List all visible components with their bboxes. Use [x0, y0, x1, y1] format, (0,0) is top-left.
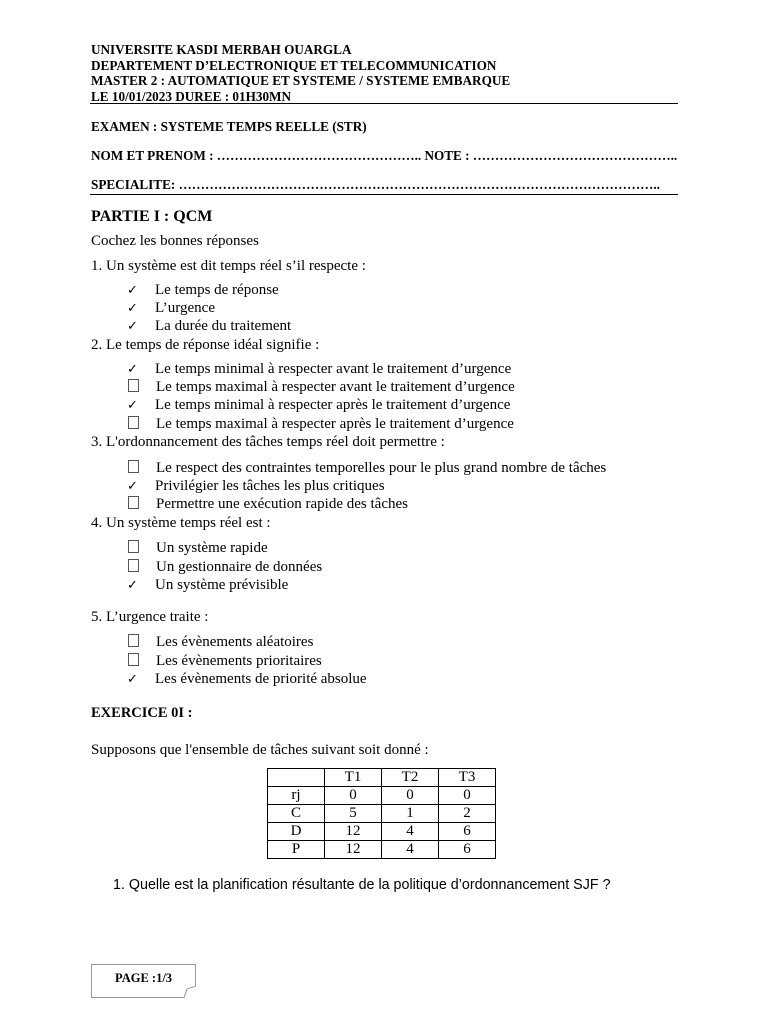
check-icon: ✓ [127, 479, 138, 494]
option-label: Un gestionnaire de données [156, 559, 323, 575]
table-row [268, 787, 496, 805]
table-cell: D [268, 823, 325, 841]
table-cell: 0 [439, 787, 496, 805]
table-cell: C [268, 805, 325, 823]
option-label: Le temps maximal à respecter après le traitement d’urgence [156, 416, 514, 432]
q4-option-3 [127, 577, 288, 594]
q1-option-1 [127, 282, 279, 299]
option-label: Un système prévisible [155, 577, 289, 593]
partie1-title: PARTIE I : QCM [91, 208, 213, 225]
question-4: 4. Un système temps réel est : [91, 515, 271, 531]
q5-option-3 [127, 671, 367, 688]
check-icon: ✓ [127, 362, 138, 377]
q1-option-3 [127, 318, 291, 335]
checkbox-empty-icon [128, 559, 139, 572]
option-label: Un système rapide [156, 540, 268, 556]
table-header-row [268, 769, 496, 787]
check-icon: ✓ [127, 319, 138, 334]
check-icon: ✓ [127, 578, 138, 593]
option-label: Le temps minimal à respecter avant le traitement d’urgence [155, 361, 512, 377]
q5-option-1 [127, 634, 313, 651]
option-label: Les évènements de priorité absolue [155, 671, 367, 687]
option-label: La durée du traitement [155, 318, 292, 334]
document-header [91, 42, 510, 104]
option-label: Le temps de réponse [155, 282, 279, 298]
table-header-cell: T3 [439, 769, 496, 787]
option-label: Le respect des contraintes temporelles pour le plus grand nombre de tâches [156, 460, 607, 476]
checkbox-empty-icon [128, 540, 139, 553]
check-icon: ✓ [127, 672, 138, 687]
q4-option-2 [127, 559, 322, 576]
header-date: LE 10/01/2023 DUREE : 01H30MN [91, 88, 292, 104]
table-cell: 6 [439, 841, 496, 859]
q3-option-2 [127, 478, 385, 495]
table-header-cell [268, 769, 325, 787]
checkbox-empty-icon [128, 634, 139, 647]
name-grade-line: NOM ET PRENOM : ……………………………………….. NOTE : ……………………………………….. [91, 148, 678, 163]
table-cell: 4 [382, 841, 439, 859]
table-header-cell: T1 [325, 769, 382, 787]
option-label: Le temps maximal à respecter avant le traitement d’urgence [156, 379, 515, 395]
specialty-divider [90, 194, 678, 195]
table-cell: 4 [382, 823, 439, 841]
exam-title: EXAMEN : SYSTEME TEMPS REELLE (STR) [91, 119, 367, 134]
q3-option-1 [127, 460, 606, 477]
exercice1-question-1: 1. Quelle est la planification résultante de la politique d’ordonnancement SJF ? [113, 877, 611, 893]
page-fold-icon [184, 986, 196, 998]
checkbox-empty-icon [128, 379, 139, 392]
option-label: Privilégier les tâches les plus critiques [155, 478, 385, 494]
q5-option-2 [127, 653, 322, 670]
q2-option-1 [127, 361, 511, 378]
option-label: Les évènements prioritaires [156, 653, 322, 669]
q4-option-1 [127, 540, 268, 557]
option-label: Le temps minimal à respecter après le traitement d’urgence [155, 397, 511, 413]
table-cell: 12 [325, 823, 382, 841]
table-cell: 0 [325, 787, 382, 805]
question-1: 1. Un système est dit temps réel s’il respecte : [91, 258, 366, 274]
checkbox-empty-icon [128, 496, 139, 509]
q1-option-2 [127, 300, 215, 317]
table-cell: P [268, 841, 325, 859]
table-row [268, 841, 496, 859]
check-icon: ✓ [127, 283, 138, 298]
table-header-cell: T2 [382, 769, 439, 787]
header-program: MASTER 2 : AUTOMATIQUE ET SYSTEME / SYSTEME EMBARQUE [91, 73, 511, 88]
checkbox-empty-icon [128, 416, 139, 429]
partie1-instruction: Cochez les bonnes réponses [91, 233, 259, 249]
header-department: DEPARTEMENT D’ELECTRONIQUE ET TELECOMMUNICATION [91, 57, 497, 73]
checkbox-empty-icon [128, 460, 139, 473]
check-icon: ✓ [127, 398, 138, 413]
table-cell: 12 [325, 841, 382, 859]
checkbox-empty-icon [128, 653, 139, 666]
question-2: 2. Le temps de réponse idéal signifie : [91, 337, 320, 353]
q3-option-3 [127, 496, 408, 513]
option-label: L’urgence [155, 300, 215, 316]
table-row [268, 805, 496, 823]
header-university: UNIVERSITE KASDI MERBAH OUARGLA [91, 42, 352, 57]
page-number-box [91, 964, 196, 998]
exercice1-intro: Supposons que l'ensemble de tâches suivant soit donné : [91, 742, 429, 758]
exercice1-title: EXERCICE 0I : [91, 705, 193, 721]
table-cell: 0 [382, 787, 439, 805]
question-5: 5. L’urgence traite : [91, 609, 209, 625]
header-divider [90, 103, 678, 104]
table-cell: 5 [325, 805, 382, 823]
q2-option-4 [127, 416, 514, 433]
task-table [267, 768, 496, 859]
option-label: Permettre une exécution rapide des tâches [156, 496, 408, 512]
question-3: 3. L'ordonnancement des tâches temps réel doit permettre : [91, 434, 445, 450]
q2-option-3 [127, 397, 510, 414]
option-label: Les évènements aléatoires [156, 634, 314, 650]
table-cell: 2 [439, 805, 496, 823]
check-icon: ✓ [127, 301, 138, 316]
table-cell: 6 [439, 823, 496, 841]
specialty-line: SPECIALITE: ……………………………………………………………………………………………….. [91, 177, 660, 192]
table-cell: 1 [382, 805, 439, 823]
table-row [268, 823, 496, 841]
q2-option-2 [127, 379, 515, 396]
page-number: PAGE :1/3 [115, 971, 173, 985]
table-cell: rj [268, 787, 325, 805]
